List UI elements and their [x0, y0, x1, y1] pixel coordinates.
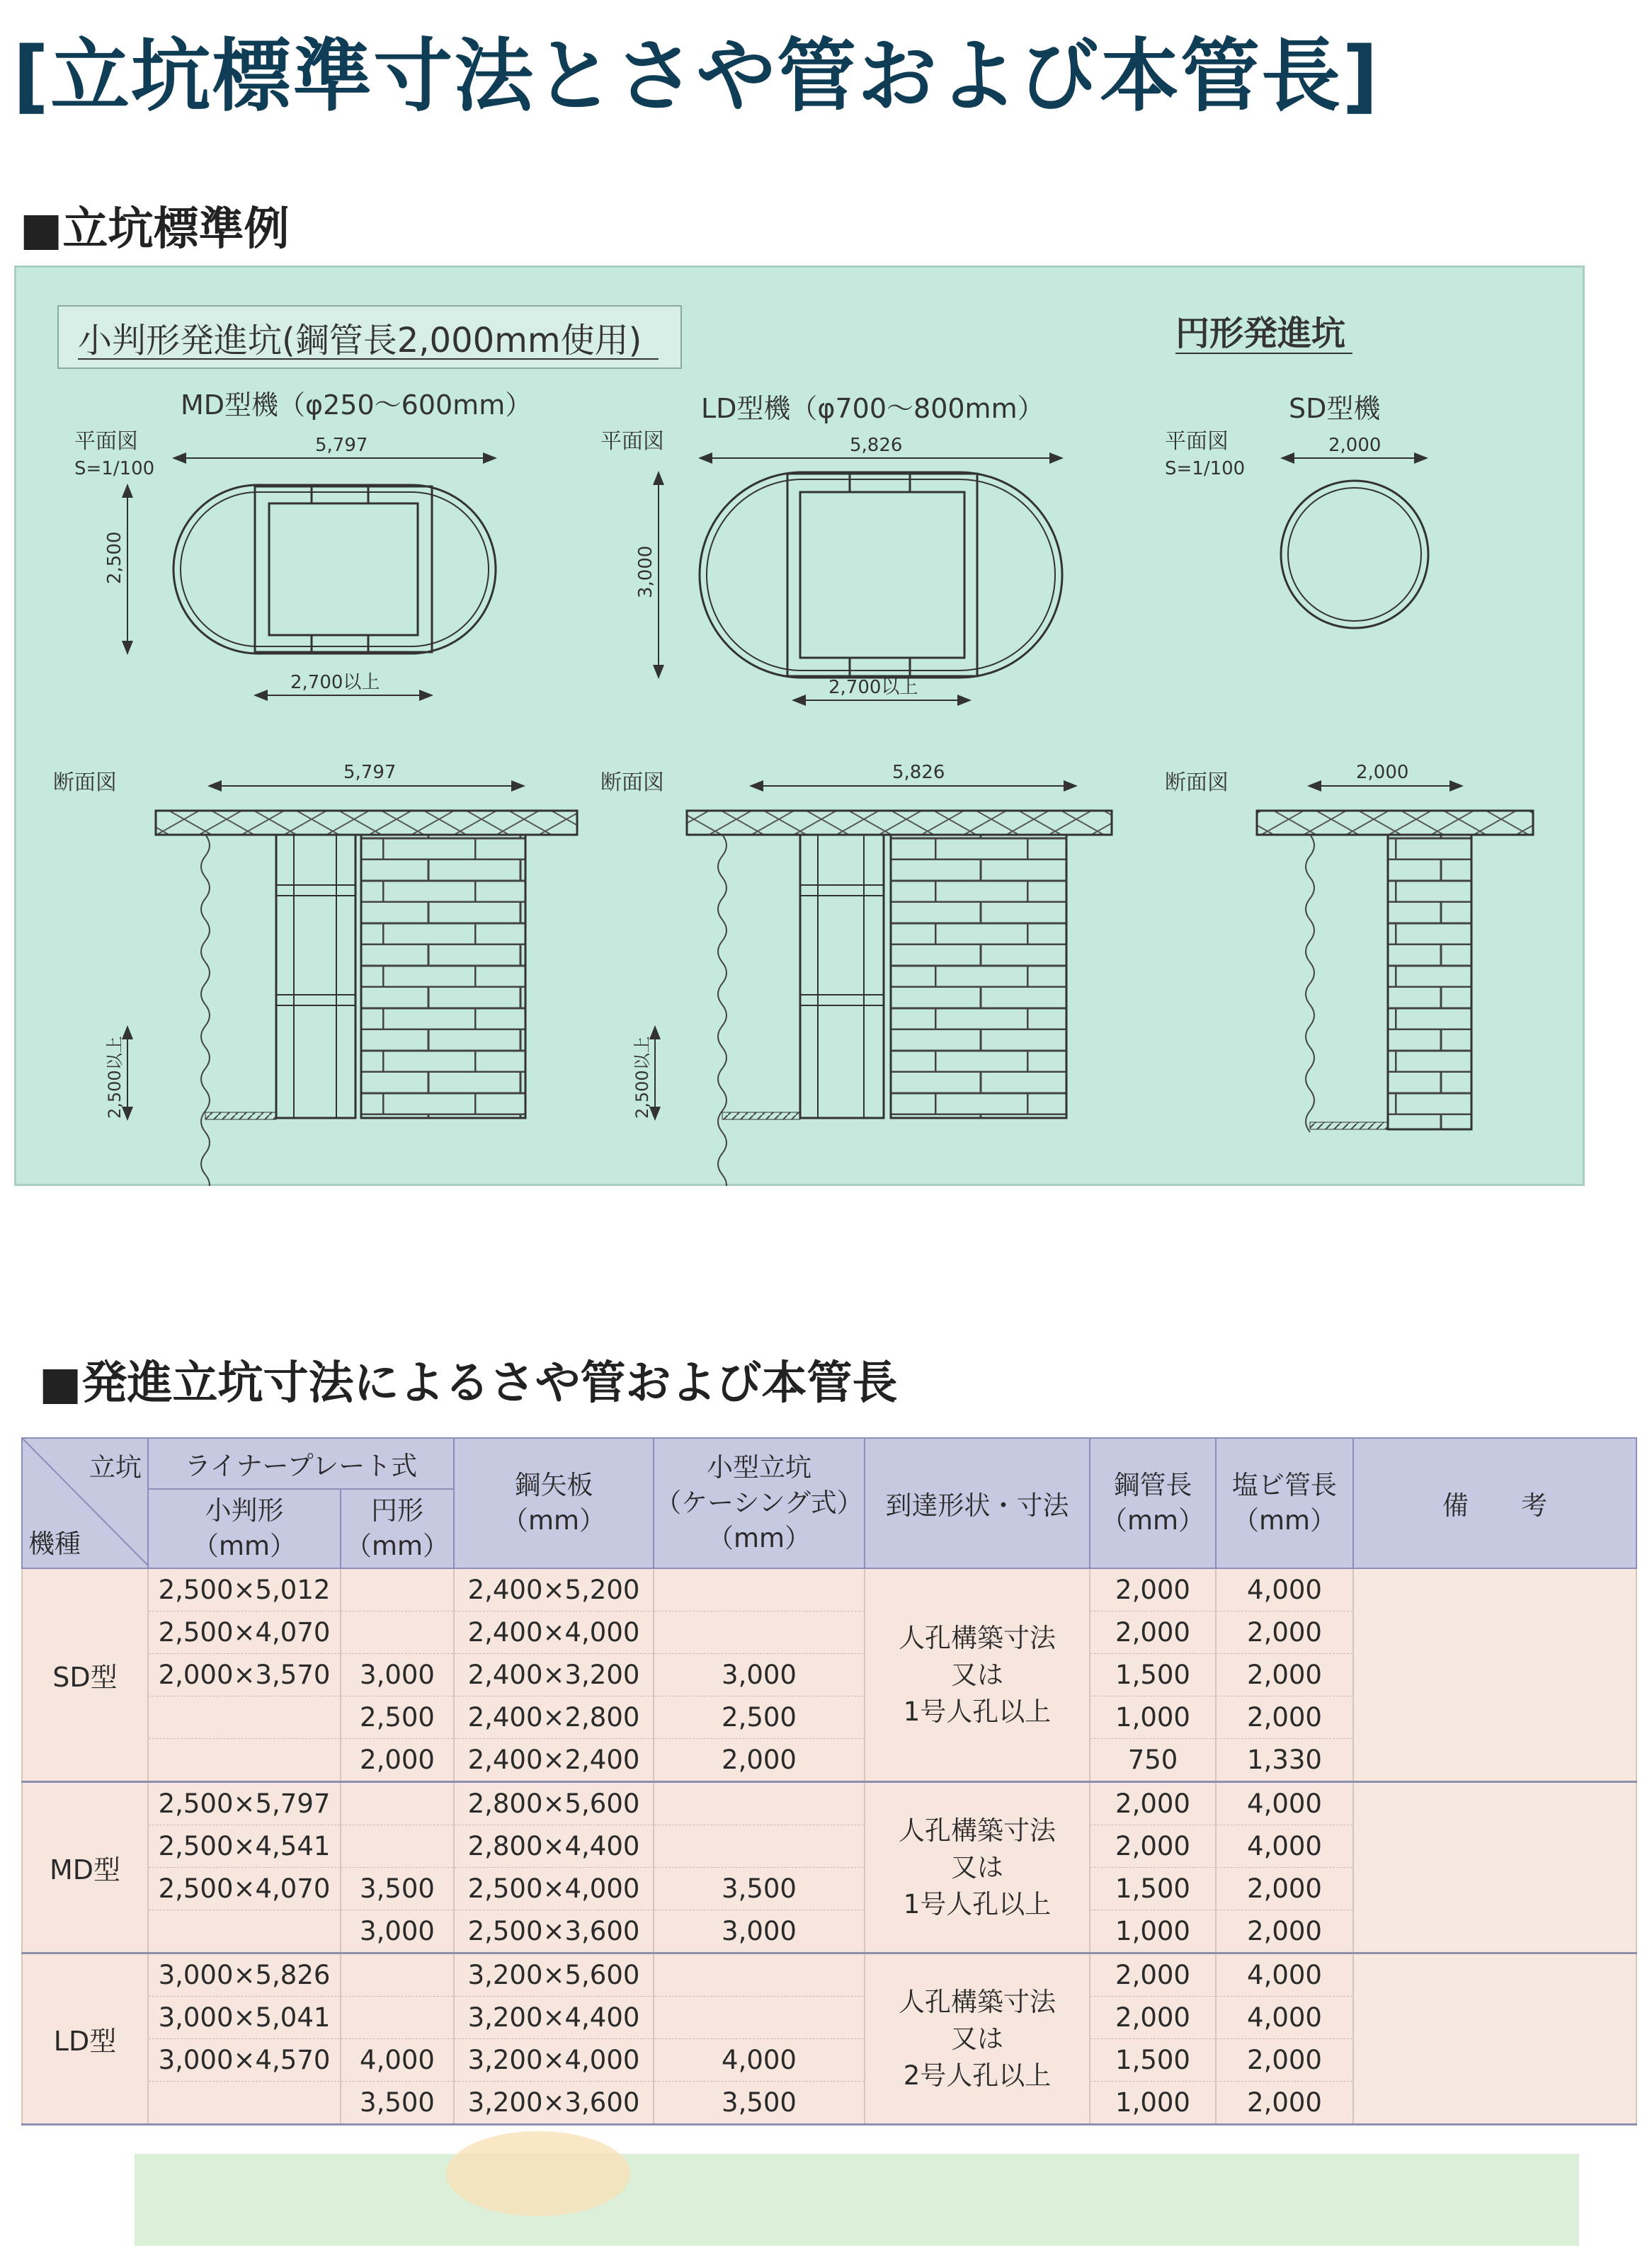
- md-title: MD型機（φ250〜600mm）: [181, 389, 532, 421]
- spec-table-wrap: [21, 1437, 1636, 2126]
- liner-header: ライナープレート式: [148, 1438, 454, 1489]
- reach-line: 又は: [951, 1659, 1003, 1690]
- round-pit-label: 円形発進坑: [1175, 314, 1346, 353]
- sheet-cell: 2,800×5,600: [454, 1782, 654, 1825]
- round-cell: 3,000: [341, 1654, 454, 1696]
- sheet-header-unit: （mm）: [501, 1505, 606, 1536]
- md-scale-label: S=1/100: [74, 458, 155, 479]
- steel-cell: 1,500: [1090, 1654, 1216, 1696]
- spec-table: [21, 1437, 1637, 2126]
- ld-plan: [635, 435, 1062, 700]
- casing-cell: 3,500: [654, 1868, 865, 1910]
- md-plan: [104, 435, 496, 695]
- casing-cell: [654, 1568, 865, 1611]
- round-cell: 4,000: [341, 2039, 454, 2082]
- steel-cell: 1,000: [1090, 2082, 1216, 2125]
- round-cell: [341, 1825, 454, 1868]
- small-pit-label: 小判形発進坑(鋼管長2,000mm使用): [78, 321, 642, 360]
- oval-header-label: 小判形: [205, 1495, 284, 1526]
- pvc-cell: 4,000: [1216, 1953, 1353, 1997]
- pvc-header-unit: （mm）: [1232, 1505, 1337, 1536]
- pvc-cell: 2,000: [1216, 1910, 1353, 1953]
- round-cell: [341, 1568, 454, 1611]
- ld-title: LD型機（φ700〜800mm）: [701, 393, 1044, 424]
- round-cell: 3,000: [341, 1910, 454, 1953]
- sd-scale-label: S=1/100: [1165, 458, 1246, 479]
- ld-section: [632, 762, 1112, 1186]
- ld-section-label: 断面図: [600, 770, 664, 795]
- pvc-cell: 2,000: [1216, 1654, 1353, 1696]
- casing-cell: 4,000: [654, 2039, 865, 2082]
- casing-header: [654, 1438, 865, 1568]
- steel-cell: 2,000: [1090, 1953, 1216, 1997]
- model-cell-sd: SD型: [22, 1568, 148, 1782]
- round-cell: [341, 1782, 454, 1825]
- steel-cell: 2,000: [1090, 1611, 1216, 1654]
- reach-cell-ld: [865, 1953, 1090, 2125]
- page-title: [立坑標準寸法とさや管および本管長]: [13, 30, 1380, 122]
- sd-plan-width: 2,000: [1328, 435, 1382, 456]
- steel-cell: 1,000: [1090, 1696, 1216, 1739]
- round-cell: 3,500: [341, 1868, 454, 1910]
- pvc-cell: 4,000: [1216, 1825, 1353, 1868]
- oval-cell: 3,000×4,570: [148, 2039, 341, 2082]
- pvc-cell: 2,000: [1216, 2082, 1353, 2125]
- round-header: [341, 1489, 454, 1568]
- oval-cell: 2,500×5,012: [148, 1568, 341, 1611]
- remarks-header: 備 考: [1353, 1438, 1636, 1568]
- oval-cell: 2,000×3,570: [148, 1654, 341, 1696]
- steel-cell: 1,500: [1090, 1868, 1216, 1910]
- sheet-cell: 2,800×4,400: [454, 1825, 654, 1868]
- pvc-header: [1216, 1438, 1353, 1568]
- oval-cell: 2,500×4,070: [148, 1868, 341, 1910]
- sd-section-width: 2,000: [1356, 762, 1409, 783]
- casing-cell: 3,000: [654, 1654, 865, 1696]
- oval-cell: [148, 1910, 341, 1953]
- ld-plan-width: 5,826: [850, 435, 903, 456]
- section2-heading: ■発進立坑寸法によるさや管および本管長: [39, 1357, 898, 1410]
- remarks-cell-ld: [1353, 1953, 1636, 2125]
- oval-cell: [148, 1696, 341, 1739]
- sheet-cell: 2,500×3,600: [454, 1910, 654, 1953]
- oval-header: [148, 1489, 341, 1568]
- sheet-cell: 2,400×3,200: [454, 1654, 654, 1696]
- round-cell: [341, 1953, 454, 1997]
- pvc-header-label: 塩ビ管長: [1232, 1470, 1337, 1500]
- sheet-cell: 2,500×4,000: [454, 1868, 654, 1910]
- remarks-cell-md: [1353, 1782, 1636, 1953]
- pvc-cell: 4,000: [1216, 1997, 1353, 2039]
- casing-cell: [654, 1611, 865, 1654]
- md-section-width: 5,797: [343, 762, 397, 783]
- sd-section-label: 断面図: [1165, 770, 1229, 795]
- ld-plan-label: 平面図: [600, 429, 664, 454]
- round-header-label: 円形: [371, 1495, 423, 1526]
- sheet-cell: 3,200×4,000: [454, 2039, 654, 2082]
- md-plan-width: 5,797: [315, 435, 368, 456]
- footer-band: [135, 2154, 1579, 2246]
- oval-cell: 2,500×5,797: [148, 1782, 341, 1825]
- casing-header-unit: （mm）: [707, 1523, 811, 1553]
- remarks-cell-sd: [1353, 1568, 1636, 1782]
- steel-cell: 2,000: [1090, 1825, 1216, 1868]
- section1-heading: ■立坑標準例: [20, 203, 290, 256]
- reach-line: 又は: [951, 2023, 1003, 2054]
- sd-title: SD型機: [1289, 393, 1381, 424]
- footer-decoration: [446, 2131, 630, 2216]
- ld-section-depth: 2,500以上: [632, 1036, 652, 1119]
- round-cell: 3,500: [341, 2082, 454, 2125]
- model-cell-md: MD型: [22, 1782, 148, 1953]
- sheet-cell: 2,400×4,000: [454, 1611, 654, 1654]
- reach-line: 2号人孔以上: [903, 2060, 1052, 2091]
- reach-cell-md: [865, 1782, 1090, 1953]
- sd-section: [1257, 762, 1533, 1132]
- pvc-cell: 1,330: [1216, 1739, 1353, 1782]
- sheet-cell: 3,200×5,600: [454, 1953, 654, 1997]
- shaft-diagrams: [14, 266, 1585, 1186]
- corner-header: [22, 1438, 148, 1568]
- pvc-cell: 4,000: [1216, 1568, 1353, 1611]
- sheet-cell: 3,200×3,600: [454, 2082, 654, 2125]
- sheet-cell: 3,200×4,400: [454, 1997, 654, 2039]
- sheet-cell: 2,400×5,200: [454, 1568, 654, 1611]
- reach-cell-sd: [865, 1568, 1090, 1782]
- reach-line: 人孔構築寸法: [899, 1815, 1056, 1846]
- steel-cell: 1,500: [1090, 2039, 1216, 2082]
- casing-cell: [654, 1782, 865, 1825]
- steel-header: [1090, 1438, 1216, 1568]
- table-row: [22, 1782, 1636, 1825]
- oval-header-unit: （mm）: [192, 1531, 297, 1561]
- sheet-header: [454, 1438, 654, 1568]
- table-row: [22, 1568, 1636, 1611]
- ld-plan-height: 3,000: [635, 545, 656, 598]
- pvc-cell: 2,000: [1216, 1696, 1353, 1739]
- round-cell: 2,000: [341, 1739, 454, 1782]
- oval-cell: 3,000×5,826: [148, 1953, 341, 1997]
- reach-line: 又は: [951, 1852, 1003, 1883]
- casing-cell: 3,500: [654, 2082, 865, 2125]
- steel-cell: 2,000: [1090, 1782, 1216, 1825]
- reach-line: 1号人孔以上: [903, 1696, 1052, 1727]
- md-section: [105, 762, 577, 1186]
- oval-cell: 3,000×5,041: [148, 1997, 341, 2039]
- casing-cell: 3,000: [654, 1910, 865, 1953]
- corner-top-label: 立坑: [89, 1452, 142, 1483]
- ld-section-width: 5,826: [892, 762, 945, 783]
- sheet-cell: 2,400×2,400: [454, 1739, 654, 1782]
- casing-header-top: 小型立坑: [707, 1452, 811, 1483]
- md-plan-inner: 2,700以上: [290, 672, 380, 693]
- round-cell: [341, 1611, 454, 1654]
- pvc-cell: 2,000: [1216, 1611, 1353, 1654]
- ld-plan-inner: 2,700以上: [828, 677, 918, 698]
- corner-bottom-label: 機種: [28, 1529, 81, 1559]
- round-header-unit: （mm）: [345, 1531, 450, 1561]
- steel-header-unit: （mm）: [1100, 1505, 1205, 1536]
- reach-line: 人孔構築寸法: [899, 1622, 1056, 1653]
- md-plan-label: 平面図: [74, 429, 138, 454]
- casing-cell: 2,000: [654, 1739, 865, 1782]
- md-section-label: 断面図: [53, 770, 117, 795]
- steel-cell: 2,000: [1090, 1997, 1216, 2039]
- sheet-cell: 2,400×2,800: [454, 1696, 654, 1739]
- reach-line: 1号人孔以上: [903, 1888, 1052, 1919]
- pvc-cell: 4,000: [1216, 1782, 1353, 1825]
- pvc-cell: 2,000: [1216, 1868, 1353, 1910]
- sheet-header-label: 鋼矢板: [514, 1470, 593, 1500]
- reach-line: 人孔構築寸法: [899, 1986, 1056, 2017]
- oval-cell: [148, 1739, 341, 1782]
- casing-cell: 2,500: [654, 1696, 865, 1739]
- sd-plan: [1281, 435, 1428, 628]
- round-cell: [341, 1997, 454, 2039]
- table-row: [22, 1953, 1636, 1997]
- reach-header: 到達形状・寸法: [865, 1438, 1090, 1568]
- oval-cell: [148, 2082, 341, 2125]
- pvc-cell: 2,000: [1216, 2039, 1353, 2082]
- round-cell: 2,500: [341, 1696, 454, 1739]
- casing-cell: [654, 1953, 865, 1997]
- model-cell-ld: LD型: [22, 1953, 148, 2125]
- casing-cell: [654, 1825, 865, 1868]
- md-plan-height: 2,500: [104, 531, 125, 584]
- casing-cell: [654, 1997, 865, 2039]
- casing-header-bottom: （ケーシング式）: [655, 1488, 863, 1518]
- steel-cell: 2,000: [1090, 1568, 1216, 1611]
- steel-header-label: 鋼管長: [1113, 1470, 1192, 1500]
- oval-cell: 2,500×4,541: [148, 1825, 341, 1868]
- oval-cell: 2,500×4,070: [148, 1611, 341, 1654]
- steel-cell: 750: [1090, 1739, 1216, 1782]
- steel-cell: 1,000: [1090, 1910, 1216, 1953]
- md-section-depth: 2,500以上: [105, 1036, 125, 1119]
- sd-plan-label: 平面図: [1165, 429, 1229, 454]
